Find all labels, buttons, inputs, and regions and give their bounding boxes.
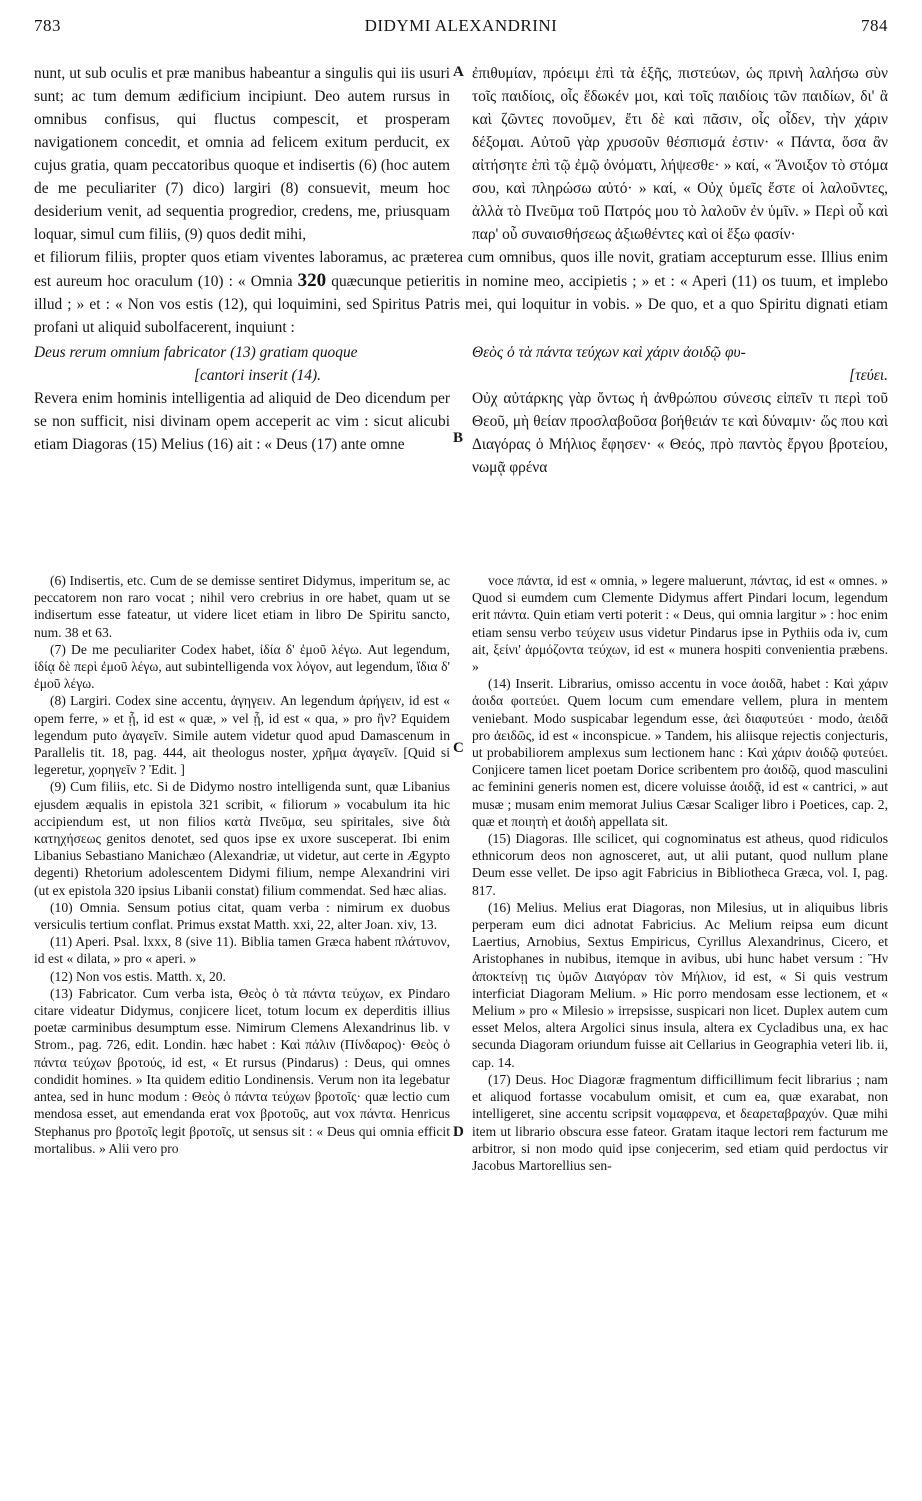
top-parallel-columns (34, 62, 888, 246)
latin-column: nunt, ut sub oculis et præ manibus habeantur a singulis qui iis usuri sunt; ac tum demum ædificium incipiunt. Deo autem rursus in omnibus confisus, qui fluctus compescit, et prosperam navigationem concedit, et omnia ad felicem exitum perducit, ex cujus gratia, quam peccatoribus quoque et indisertis (6) (hoc autem de me peculiariter (7) dico) largiri (8) consuevit, meum hoc desiderium venit, ad sequentia progredior, credens, me, priusquam loquar, simul cum filiis, (9) quos dedit mihi, (34, 65, 450, 243)
main-text (34, 62, 888, 479)
footnote: voce πάντα, id est « omnia, » legere maluerunt, πάντας, id est « omnes. » Quod si eumdem cum Clemente Didymus affert Pindari locum, legendum erit πάντα. Quin etiam verti poterit : « Deus, qui omnia largitur » : hoc enim etiam sensu verbo τεύχειν usus videtur Pindarus ipse in Pythiis oda iv, cum ait, ξείνι' ἁρμόζοντα τεύχων, id est « munera hospiti convenientia præbens. » (472, 573, 888, 675)
latin-column-lower: Revera enim hominis intelligentia ad aliquid de Deo dicendum per se non sufficit, nisi divinam opem acceperit ac vim : sicut alicubi etiam Diagoras (15) Melius (16) ait : « Deus (17) ante omne (34, 390, 450, 453)
footnote: (8) Largiri. Codex sine accentu, ἀγηγειν. An legendum ἀρήγειν, id est « opem ferre, » et ᾗ, id est « quæ, » vel ᾗ, id est « qua, » pro ἣν? Equidem legendum puto ἀγαγεῖν. Simile autem videtur quod apud Damascenum in Parallelis tit. 18, pag. 444, ait theologus noster, χρῆμα ἀγαγεῖν. [Quid si legeretur, χορηγεῖν ? Ἐdit. ] (34, 693, 450, 778)
latin-verse: Deus rerum omnium fabricator (13) gratiam quoque [cantori inserit (14). (34, 344, 358, 384)
running-header (34, 16, 888, 42)
footnote: (16) Melius. Melius erat Diagoras, non Milesius, ut in aliquibus libris perperam eum dici adnotat Fabricius. Ac Melium reipsa eum dicunt Laertius, Arnobius, Sextus Empiricus, Cyrillus Alexandrinus, Cicero, et Aristophanes in nubibus, itemque in avibus, ubi hunc habet versum : Ἢν ἀποκτείνῃ τις ὑμῶν Διαγόραν τὸν Μήλιον, id est, « Si quis vestrum interficiat Diagoram Melium. » Hic porro mendosam esse lectionem, et « Melium » pro « Milesio » irrepsisse, suspicari non licet. Duplex autem cum esset Melos, altera Argolici sinus insula, altera ex Cycladibus una, ex hac secunda Diagoram oriundum fuisse ait Cellarius in Geographia veteri lib. ii, cap. 14. (472, 899, 888, 1070)
margin-letter-c: C (453, 740, 464, 756)
greek-column: ἐπιθυμίαν, πρόειμι ἐπὶ τὰ ἑξῆς, πιστεύων, ὡς πρινὴ λαλήσω σὺν τοῖς παιδίοις, οἷς ἔδωκέν μοι, καὶ τοῖς παιδίοις τῶν παιδίων, δι' ἃ καὶ ζῶντες πονοῦμεν, ἔτι δὲ καὶ πᾶσιν, οἷς οἶδεν, τὴν χάριν δέξομαι. Αὐτοῦ γὰρ χρυσοῦν θέσπισμά ἐστιν· « Πάντα, ὅσα ἂν αἰτήσητε ἐπὶ τῷ ἐμῷ ὀνόματι, λήψεσθε· » καί, « Ἄνοιξον τὸ στόμα σου, καὶ πληρώσω αὐτό· » καί, « Οὐχ ὑμεῖς ἔστε οἱ λαλοῦντες, ἀλλὰ τὸ Πνεῦμα τοῦ Πατρός μου τὸ λαλοῦν ἐν ὑμῖν. » Περὶ οὗ καὶ παρ' οὗ συναισθήσεως ἀξιωθέντες καὶ οἱ ἔξω φασίν· (472, 65, 888, 243)
footnote: (7) De me peculiariter Codex habet, ἰδία δ' ἐμοῦ λέγω. Aut legendum, ἰδίᾳ δὲ περὶ ἐμοῦ λέγω, aut subintelligenda vox λόγον, aut legendum, ἴδια δ' ἐμοῦ λέγω. (34, 641, 450, 692)
footnotes-right (472, 572, 888, 1174)
left-page-number: 783 (34, 16, 61, 35)
footnote: (13) Fabricator. Cum verba ista, Θεὸς ὁ τὰ πάντα τεύχων, ex Pindaro citare videatur Didymus, conjicere licet, totum locum ex deperditis illius poetæ carminibus desumptum esse. Nimirum Clemens Alexandrinus lib. v Strom., pag. 726, edit. Londin. hæc habet : Καὶ πάλιν (Πίνδαρος)· Θεὸς ὁ πάντα τεύχων βροτούς, id est, « Et rursus (Pindarus) : Deus, qui omnes condidit homines. » Ita quidem editio Londinensis. Verum non ita legebatur antea, sed in hunc modum : Θεὸς ὁ πάντα τεύχων βροτοῖς· quæ lectio cum mendosa esset, aut emendanda erat vox βροτοῦς, aut vox πάντα. Henricus Stephanus pro βροτοῖς legit βροτοῖς, ut sensus sit : « Deus qui omnia efficit mortalibus. » Alii vero pro (34, 985, 450, 1156)
right-page-number: 784 (861, 16, 888, 35)
footnote: (17) Deus. Hoc Diagoræ fragmentum difficillimum fecit librarius ; nam et aliquod fortasse vocabulum omisit, et cum ea, quæ exarabat, non intelligeret, sine accentu scripsit νομαφρενα, et δεαρεταβραχύν. Quæ mihi item ut librario obscura esse fateor. Gratam itaque lectori rem facturum me arbitror, si non modo quid ipse conjecerim, sed etiam quid perdoctus vir Jacobus Martorellius sen- (472, 1071, 888, 1173)
footnotes (34, 572, 888, 1174)
footnote: (6) Indisertis, etc. Cum de se demisse sentiret Didymus, imperitum se, ac peccatorem non raro vocat ; nihil vero crebrius in ore habet, quam ut se indisertum esse fateatur, ut videre licet etiam in libro De Spiritu sancto, num. 38 et 63. (34, 573, 450, 640)
footnotes-left (34, 572, 450, 1174)
greek-verse: Θεὸς ὁ τὰ πάντα τεύχων καὶ χάριν ἀοιδῷ φυ- [τεύει. (472, 344, 888, 384)
column-number: 320 (297, 270, 327, 291)
running-title: DIDYMI ALEXANDRINI (364, 16, 558, 35)
margin-letter-b: B (453, 430, 464, 446)
full-width-paragraph: et filiorum filiis, propter quos etiam viventes laboramus, ac præterea cum omnibus, quos ille novit, gratiam accepturum esse. Illius enim est aureum hoc oraculum (10) : « Omnia 320 quæcunque petieritis in nomine meo, accipietis ; » et : « Aperi (11) os tuum, et implebo illud ; » et : « Non vos estis (12), qui loquimini, sed Spiritus Patris mei, qui loquitur in vobis. » De quo, et a quo Spiritu dignati etiam profani ut aliquid subolfacerent, inquiunt : (34, 249, 888, 336)
footnote: (12) Non vos estis. Matth. x, 20. (50, 968, 226, 984)
greek-column-lower: Οὐχ αὐτάρκης γὰρ ὄντως ἡ ἀνθρώπου σύνεσις εἰπεῖν τι περὶ τοῦ Θεοῦ, μὴ θείαν προσλαβοῦσα βοήθειάν τε καὶ δύναμιν· ὥς που καὶ Διαγόρας ὁ Μήλιος ἔφησεν· « Θεός, πρὸ παντὸς ἔργου βροτείου, νωμᾷ φρένα (472, 390, 888, 476)
verse-citation (34, 341, 888, 387)
margin-letter-a: A (453, 64, 464, 80)
margin-letter-d: D (453, 1124, 464, 1140)
footnote: (9) Cum filiis, etc. Si de Didymo nostro intelligenda sunt, quæ Libanius ejusdem æqualis in epistola 321 scribit, « filiorum » vocabulum ita hic accipiendum est, ut non filios κατὰ Πνεῦμα, seu spiritales, sive διὰ κατηχήσεως genitos denotet, sed quos ipse ex uxore susceperat. Ibi enim Libanius Sebastiano Manichæo (Alexandriæ, ut videtur, aut certe in Ægypto degenti) Rhetorium adolescentem Didymi filium, nempe Alexandrini viri (ut ex epistola 320 ipsius Libanii constat) filium commendat. Sed hæc alias. (34, 779, 450, 898)
footnote: (11) Aperi. Psal. lxxx, 8 (sive 11). Biblia tamen Græca habent πλάτυνον, id est « dilata, » pro « aperi. » (34, 934, 450, 967)
footnote: (10) Omnia. Sensum potius citat, quam verba : nimirum ex duobus versiculis tertium conflat. Primus exstat Matth. xxi, 22, alter Joan. xiv, 13. (34, 899, 450, 933)
footnote: (14) Inserit. Librarius, omisso accentu in voce ἀοιδᾶ, habet : Καὶ χάριν ἀοιδα φοιτεύει. Quem locum cum emendare vellem, plura in mentem veniebant. Modo suspicabar legendum esse, ἀεὶ διαφυτεύει · modo, ἀειδᾶ pro ἀειδῶς, id est « inconspicue. » Tandem, his aliisque rejectis conjecturis, ut probabiliorem amplexus sum lectionem hanc : Καὶ χάριν ἀοιδῷ φυτεύει. Conjicere tamen licet poetam Dorice scribentem pro ἀοιδῷ, quod masculini ac feminini generis nomen est, dicere voluisse ἀοιδᾷ, id est « cantrici, » aut musæ ; musam enim memorat Julius Cæsar Scaliger libro i Poetices, cap. 2, quæ et ποιητὴ et ἀοιδὴ appellata sit. (472, 676, 888, 829)
footnote: (15) Diagoras. Ille scilicet, qui cognominatus est atheus, quod ridiculos ethnicorum deos non agnosceret, aut, ut alii putant, quod nullum plane Deum esse vellet. De ipso agit Fabricius in Bibliotheca Græca, vol. I, pag. 817. (472, 831, 888, 898)
